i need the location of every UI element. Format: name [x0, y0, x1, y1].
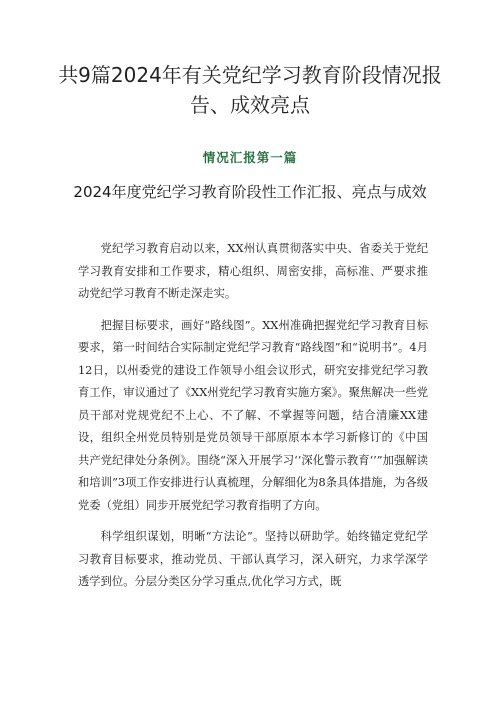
section-subtitle: 2024年度党纪学习教育阶段性工作汇报、亮点与成效 — [73, 183, 427, 201]
paragraph: 把握目标要求，画好“路线图”。XX州准确把握党纪学习教育目标要求，第一时间结合实际制定党纪学习教育“路线图”和“说明书”。4月12日，以州委党的建设工作领导小组会议形式，研究安排党纪学习教育工作，审议通过了《XX州党纪学习教育实施方案》。聚焦解决一些党员干部对党规党纪不上心、不了解、不掌握等问题，结合清廉XX建设，组织全州党员特别是党员领导干部原原本本学习新修订的《中国共产党纪律处分条例》。围绕“深入开展学习‘’深化警示教育‘’”加强解读和培训”3项工作安排进行认真梳理，分解细化为8条具体措施，为各级党委（党组）同步开展党纪学习教育指明了方向。 — [78, 318, 428, 512]
section-label: 情况汇报第一篇 — [202, 150, 298, 165]
paragraph: 党纪学习教育启动以来，XX州认真贯彻落实中央、省委关于党纪学习教育安排和工作要求，精心组织、周密安排，高标准、严要求推动党纪学习教育不断走深走实。 — [78, 242, 428, 300]
document-title: 共9篇2024年有关党纪学习教育阶段情况报告、成效亮点 — [58, 63, 442, 117]
paragraph: 科学组织谋划，明晰“方法论”。坚持以研助学。始终锚定党纪学习教育目标要求，推动党员、干部认真学习，深入研究，力求学深学透学到位。分层分类区分学习重点,优化学习方式，既 — [78, 530, 428, 588]
document-body — [78, 238, 428, 603]
